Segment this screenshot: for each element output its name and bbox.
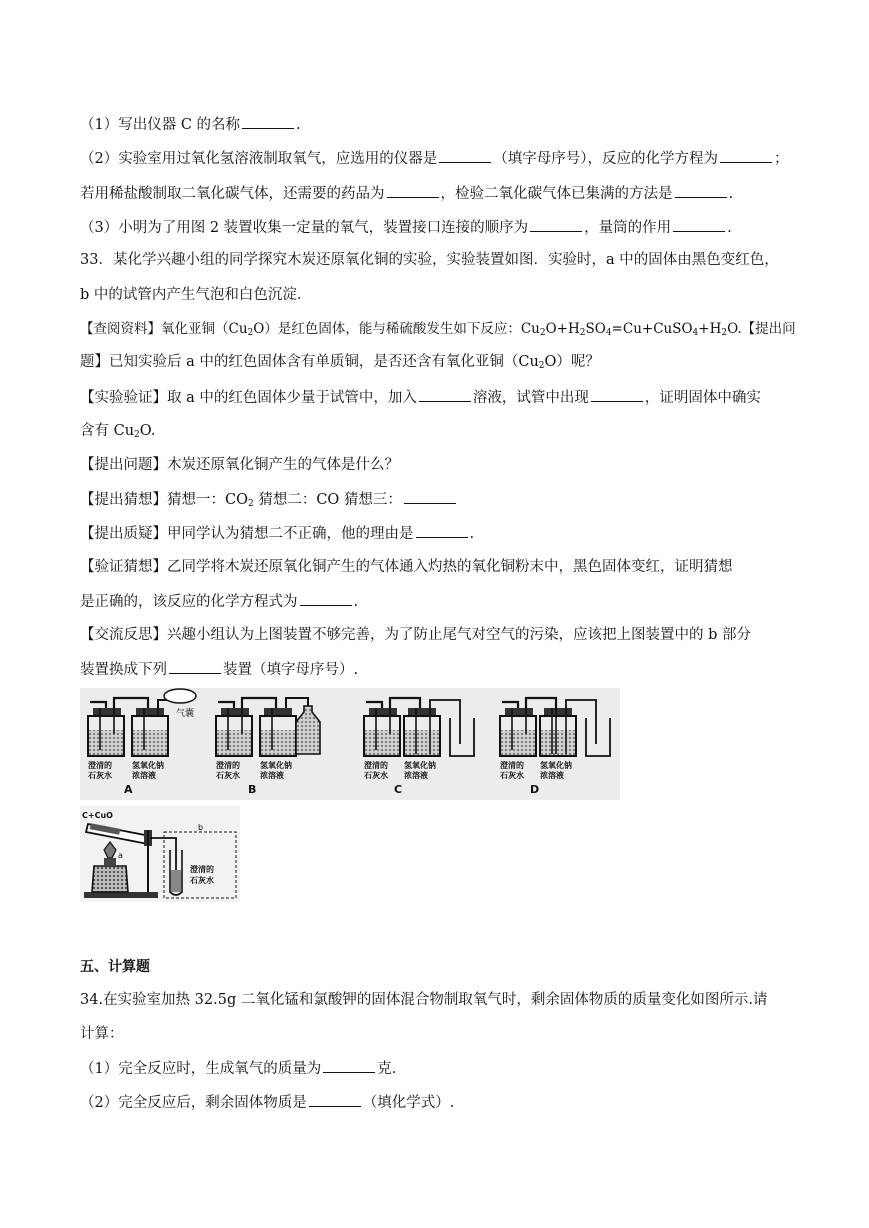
- q33-verify: 【实验验证】取 a 中的红色固体少量于试管中，加入 溶液，试管中出现 ，证明固体中确实: [80, 387, 761, 408]
- svg-text:石灰水: 石灰水: [216, 771, 240, 780]
- svg-text:C+CuO: C+CuO: [82, 811, 113, 820]
- svg-text:氢氧化钠: 氢氧化钠: [404, 761, 436, 770]
- svg-text:浓溶液: 浓溶液: [404, 771, 428, 780]
- q33-reference: 【查阅资料】氧化亚铜$(Cu_2O)$是红色固体，能与稀硫酸发生如下反应：$Cu_2O+H_2SO_4=Cu+CuSO_4+H_2O$.【提出问: [80, 321, 796, 338]
- q32-part2-cont: 若用稀盐酸制取二氧化碳气体，还需要的药品为 ，检验二氧化碳气体已集满的方法是 .: [80, 183, 733, 204]
- svg-text:石灰水: 石灰水: [364, 771, 388, 780]
- svg-text:浓溶液: 浓溶液: [260, 771, 284, 780]
- answer-blank[interactable]: [530, 217, 582, 232]
- q33-ask: 【提出问题】木炭还原氧化铜产生的气体是什么？: [80, 457, 399, 473]
- q33-exchange: 【交流反思】兴趣小组认为上图装置不够完善，为了防止尾气对空气的污染，应该把上图装置中的 b 部分: [80, 627, 751, 643]
- answer-blank[interactable]: [404, 489, 456, 504]
- svg-text:石灰水: 石灰水: [190, 876, 214, 885]
- answer-blank[interactable]: [673, 217, 725, 232]
- svg-text:浓溶液: 浓溶液: [132, 771, 156, 780]
- q33-exchange-cont: 装置换成下列 装置（填字母序号）.: [80, 659, 358, 680]
- answer-blank[interactable]: [419, 387, 471, 402]
- svg-text:C: C: [394, 783, 403, 796]
- svg-text:D: D: [530, 783, 540, 796]
- q33-verify-cont: 含有 $Cu_2O$.: [80, 423, 156, 440]
- q34-sub2: （2）完全反应后，剩余固体物质是 （填化学式）.: [80, 1092, 454, 1113]
- svg-text:澄清的: 澄清的: [364, 761, 388, 770]
- answer-blank[interactable]: [416, 523, 468, 538]
- balloon-icon: [164, 689, 196, 703]
- answer-blank[interactable]: [323, 1058, 375, 1073]
- q33-verify-guess: 【验证猜想】乙同学将木炭还原氧化铜产生的气体通入灼热的氧化铜粉末中，黑色固体变红，证明猜想: [80, 559, 733, 575]
- answer-blank[interactable]: [300, 591, 352, 606]
- svg-text:a: a: [118, 851, 123, 860]
- answer-blank[interactable]: [591, 387, 643, 402]
- svg-text:气囊: 气囊: [176, 709, 195, 719]
- answer-blank[interactable]: [439, 148, 491, 163]
- svg-text:B: B: [248, 783, 257, 796]
- q32-part2: （2）实验室用过氧化氢溶液制取氧气，应选用的仪器是 （填字母序号），反应的化学方程为 ；: [80, 148, 788, 169]
- q33-question: 题】已知实验后 a 中的红色固体含有单质铜，是否还含有氧化亚铜$(Cu_2O)$呢？: [80, 354, 600, 371]
- svg-text:b: b: [198, 823, 204, 832]
- svg-text:氢氧化钠: 氢氧化钠: [540, 761, 572, 770]
- q34-sub1: （1）完全反应时，生成氧气的质量为 克.: [80, 1058, 396, 1079]
- svg-text:浓溶液: 浓溶液: [540, 771, 564, 780]
- svg-text:石灰水: 石灰水: [88, 771, 112, 780]
- svg-text:澄清的: 澄清的: [88, 761, 112, 770]
- q34-text-cont: 计算：: [80, 1026, 124, 1042]
- svg-text:氢氧化钠: 氢氧化钠: [132, 761, 164, 770]
- alcohol-lamp-icon: [92, 866, 128, 892]
- svg-text:澄清的: 澄清的: [190, 865, 214, 874]
- answer-blank[interactable]: [675, 183, 727, 198]
- q34-text: 34.在实验室加热 32.5g 二氧化锰和氯酸钾的固体混合物制取氧气时，剩余固体物质的质量变化如图所示.请: [80, 992, 768, 1008]
- q33-doubt: 【提出质疑】甲同学认为猜想二不正确，他的理由是 .: [80, 523, 474, 544]
- q33-intro-1: 33．某化学兴趣小组的同学探究木炭还原氧化铜的实验，实验装置如图．实验时，a 中的固体由黑色变红色，: [80, 252, 779, 268]
- answer-blank[interactable]: [242, 114, 294, 129]
- q33-verify-guess-cont: 是正确的，该反应的化学方程式为 .: [80, 591, 358, 612]
- reduction-setup-figure: [80, 806, 240, 902]
- svg-text:石灰水: 石灰水: [500, 771, 524, 780]
- svg-text:澄清的: 澄清的: [500, 761, 524, 770]
- answer-blank[interactable]: [387, 183, 439, 198]
- answer-blank[interactable]: [169, 659, 221, 674]
- q32-part3: （3）小明为了用图 2 装置收集一定量的氧气，装置接口连接的顺序为 ，量筒的作用 .: [80, 217, 732, 238]
- answer-blank[interactable]: [309, 1092, 361, 1107]
- stand-base-icon: [84, 892, 158, 898]
- svg-text:A: A: [124, 783, 133, 796]
- q33-guess: 【提出猜想】猜想一：$CO_2$ 猜想二：CO 猜想三：: [80, 489, 458, 514]
- apparatus-options-figure: [80, 688, 620, 800]
- stopper-icon: [136, 708, 164, 716]
- q33-intro-2: b 中的试管内产生气泡和白色沉淀．: [80, 287, 312, 303]
- svg-text:澄清的: 澄清的: [216, 761, 240, 770]
- answer-blank[interactable]: [720, 148, 772, 163]
- section-heading: 五、计算题: [80, 959, 150, 975]
- q32-part1: （1）写出仪器 C 的名称 .: [80, 114, 301, 135]
- stopper-icon: [93, 708, 121, 716]
- svg-text:氢氧化钠: 氢氧化钠: [260, 761, 292, 770]
